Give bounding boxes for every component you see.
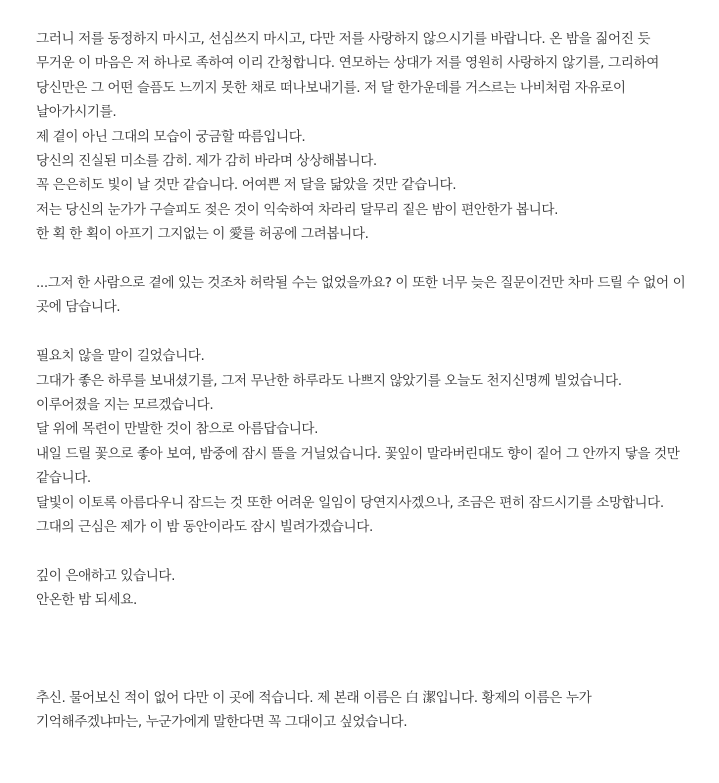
text-line: 그대가 좋은 하루를 보내셨기를, 그저 무난한 하루라도 나쁘지 않았기를 오늘도 천지신명께 빌었습니다. 이루어졌을 지는 모르겠습니다. bbox=[36, 372, 622, 414]
letter-body bbox=[36, 27, 688, 735]
text-line: 달빛이 이토록 아름다우니 잠드는 것 또한 어려운 일임이 당연지사겠으나, 조금은 편히 잠드시기를 소망합니다. 그대의 근심은 제가 이 밤 동안이라도 잠시 빌려가겠습니다. bbox=[36, 494, 664, 536]
paragraph-1 bbox=[36, 27, 688, 247]
text-line: 안온한 밤 되세요. bbox=[36, 592, 137, 609]
paragraph-spacer bbox=[36, 247, 688, 271]
paragraph-spacer bbox=[36, 540, 688, 564]
paragraph-4 bbox=[36, 564, 688, 613]
text-line: 내일 드릴 꽃으로 좋아 보여, 밤중에 잠시 뜰을 거닐었습니다. 꽃잎이 말라버린대도 향이 짙어 그 안까지 닿을 것만 같습니다. bbox=[36, 445, 680, 487]
text-line: ...그저 한 사람으로 곁에 있는 것조차 허락될 수는 없었을까요? 이 또한 너무 늦은 질문이건만 차마 드릴 수 없어 이 곳에 담습니다. bbox=[36, 275, 686, 316]
postscript bbox=[36, 686, 688, 735]
text-line: 저는 당신의 눈가가 구슬피도 젖은 것이 익숙하여 차라리 달무리 짙은 밤이 편안한가 봅니다. bbox=[36, 201, 559, 218]
text-line: 달 위에 목련이 만발한 것이 참으로 아름답습니다. bbox=[36, 421, 319, 438]
paragraph-2 bbox=[36, 271, 688, 320]
text-line: 제 곁이 아닌 그대의 모습이 궁금할 따름입니다. bbox=[36, 128, 306, 145]
text-line: 필요치 않을 말이 길었습니다. bbox=[36, 348, 205, 365]
text-line: 당신의 진실된 미소를 감히. 제가 감히 바라며 상상해봅니다. bbox=[36, 153, 377, 170]
text-line: 한 획 한 획이 아프기 그지없는 이 愛를 허공에 그려봅니다. bbox=[36, 226, 369, 243]
text-line: 그러니 저를 동정하지 마시고, 선심쓰지 마시고, 다만 저를 사랑하지 않으시기를 바랍니다. 온 밤을 짊어진 듯 무거운 이 마음은 저 하나로 족하여 이리 간청합니다. 연모하는 상대가 저를 영원히 사랑하지 않기를, 그리하여 당신만은 그 어떤 슬픔도 느끼지 못한 채로 떠나보내기를. 저 달 한가운데를 거스르는 나비처럼 자유로이 날아가시기를. bbox=[36, 31, 659, 121]
postscript-text: 추신. 물어보신 적이 없어 다만 이 곳에 적습니다. 제 본래 이름은 白 潔입니다. 황제의 이름은 누가 기억해주겠냐마는, 누군가에게 말한다면 꼭 그대이고 싶었습니다. bbox=[36, 689, 592, 731]
text-line: 깊이 은애하고 있습니다. bbox=[36, 567, 176, 584]
paragraph-3 bbox=[36, 344, 688, 539]
text-line: 꼭 은은히도 빛이 날 것만 같습니다. 어여쁜 저 달을 닮았을 것만 같습니다. bbox=[36, 177, 457, 194]
paragraph-spacer bbox=[36, 320, 688, 344]
section-spacer bbox=[36, 613, 688, 686]
